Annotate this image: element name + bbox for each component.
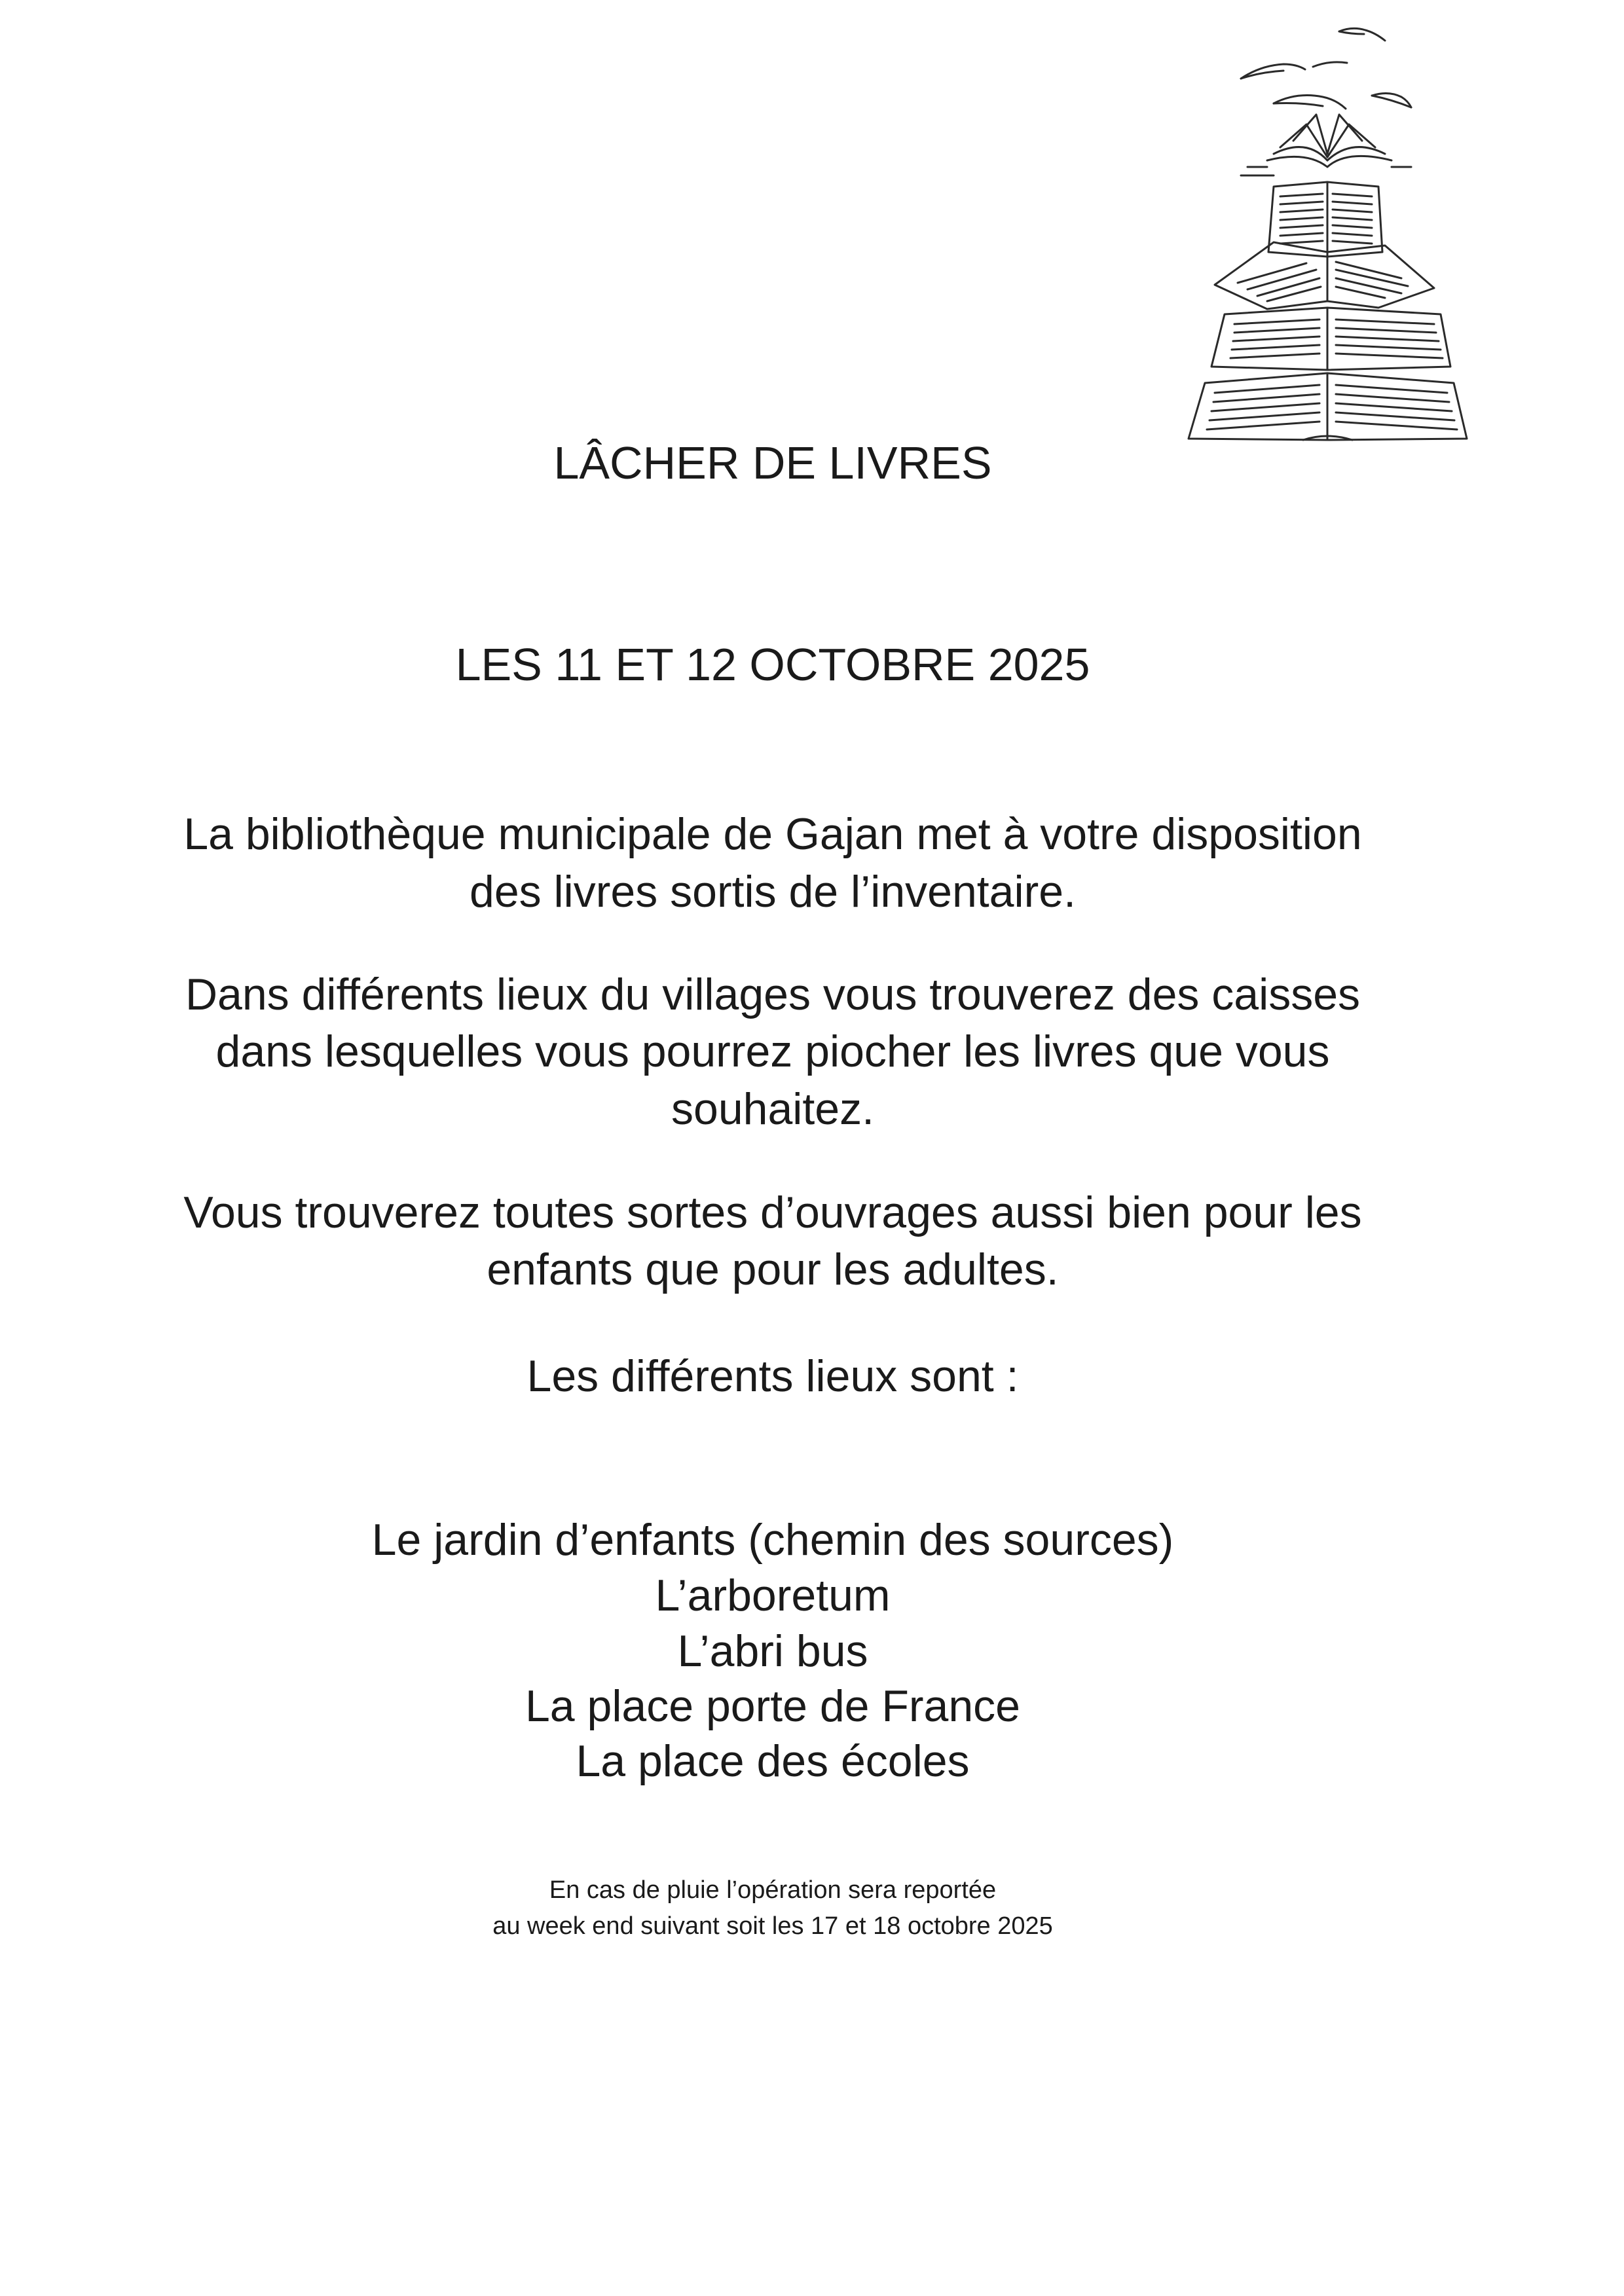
flying-book-icon <box>1241 62 1347 79</box>
location-item: La place porte de France <box>525 1681 1021 1731</box>
paragraph-3-line-1: Vous trouverez toutes sortes d’ouvrages aussi bien pour les <box>183 1188 1362 1237</box>
locations-intro: Les différents lieux sont : <box>526 1351 1019 1401</box>
rain-note-line-1: En cas de pluie l’opération sera reportée <box>549 1876 997 1904</box>
event-dates: LES 11 ET 12 OCTOBRE 2025 <box>455 639 1090 690</box>
location-item: La place des écoles <box>576 1736 970 1786</box>
paragraph-1-line-1: La bibliothèque municipale de Gajan met à votre disposition <box>183 809 1362 859</box>
rain-note-line-2: au week end suivant soit les 17 et 18 octobre 2025 <box>492 1912 1053 1940</box>
flying-books-illustration-icon <box>1175 26 1480 445</box>
flying-book-icon <box>1339 28 1385 41</box>
location-item: L’arboretum <box>655 1571 891 1620</box>
paragraph-1-line-2: des livres sortis de l’inventaire. <box>470 867 1076 917</box>
open-book-icon <box>1211 308 1450 370</box>
paragraph-2-line-2: dans lesquelles vous pourrez piocher les livres que vous <box>215 1027 1330 1076</box>
page-title: LÂCHER DE LIVRES <box>553 437 992 488</box>
paragraph-2-line-1: Dans différents lieux du villages vous trouverez des caisses <box>185 970 1361 1019</box>
flying-book-icon <box>1274 93 1411 109</box>
paragraph-2-line-3: souhaitez. <box>671 1084 874 1134</box>
open-book-icon <box>1189 373 1467 440</box>
location-item: Le jardin d’enfants (chemin des sources) <box>371 1515 1174 1565</box>
paragraph-3-line-2: enfants que pour les adultes. <box>487 1245 1059 1294</box>
rising-pages-icon <box>1241 115 1411 175</box>
location-item: L’abri bus <box>677 1626 868 1676</box>
open-book-icon <box>1268 182 1382 257</box>
open-book-icon <box>1215 242 1434 309</box>
